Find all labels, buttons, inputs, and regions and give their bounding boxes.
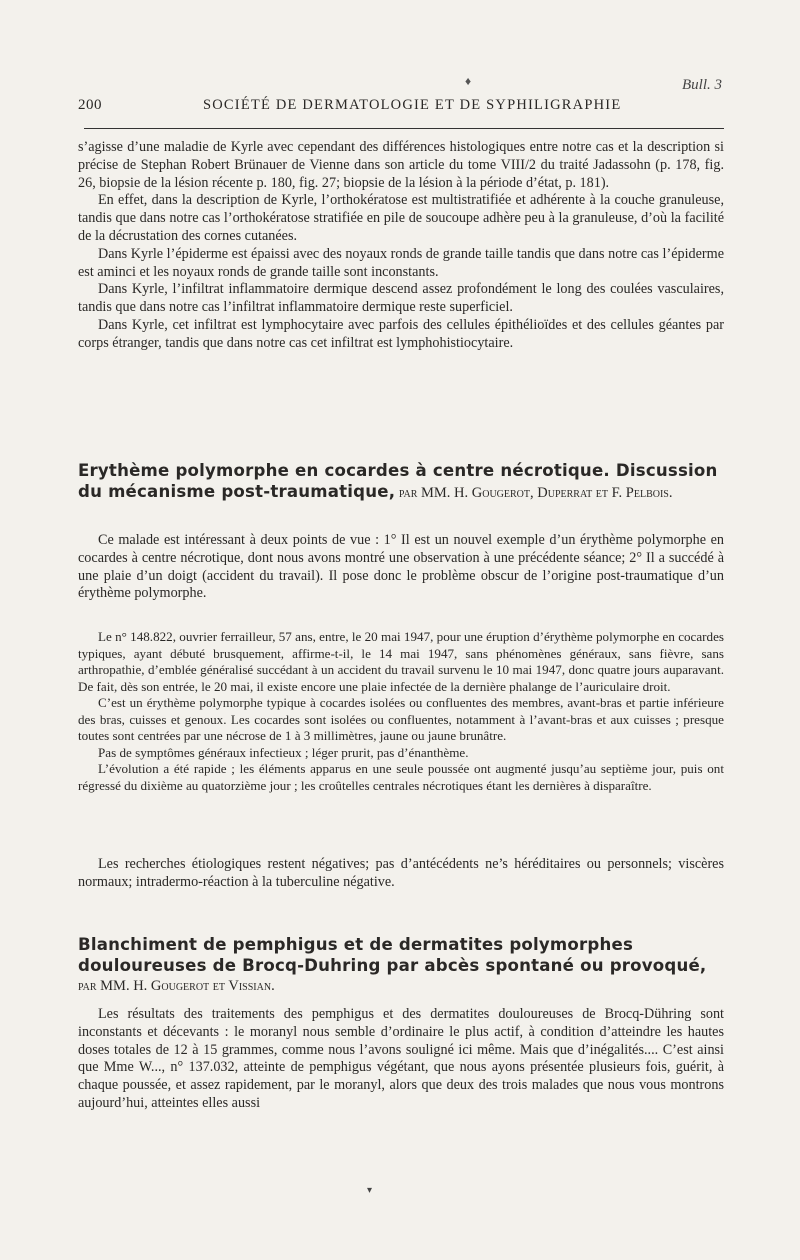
- case-paragraph-4: L’évolution a été rapide ; les éléments apparus en une seule poussée ont augmenté jusqu’au septième jour, puis ont régressé du dixième au quatorzième jour ; les croûtelles centrales nécrotiques étant les dernières à disparaître.: [78, 761, 724, 793]
- section2-body: [78, 1006, 724, 1113]
- case-paragraph-3: Pas de symptômes généraux infectieux ; léger prurit, pas d’énanthème.: [98, 744, 469, 760]
- section2-title: Blanchiment de pemphigus et de dermatites polymorphes douloureuses de Brocq-Duhring par abcès spontané ou provoqué,: [78, 935, 707, 975]
- section1-heading: [78, 461, 724, 503]
- section2-authors: par MM. H. Gougerot et Vissian.: [78, 978, 275, 994]
- section1-title: Erythème polymorphe en cocardes à centre nécrotique. Discussion du mécanisme post-traumatique,: [78, 461, 718, 501]
- section1-conclusion-paragraph: Les recherches étiologiques restent négatives; pas d’antécédents ne’s héréditaires ou personnels; viscères normaux; intradermo-réaction à la tuberculine négative.: [78, 856, 724, 890]
- intro-text: [78, 139, 724, 353]
- section2-heading: [78, 935, 724, 996]
- intro-paragraph-3: Dans Kyrle l’épiderme est épaissi avec des noyaux ronds de grande taille tandis que dans notre cas l’épiderme est aminci et les noyaux ronds de grande taille sont inconstants.: [78, 245, 724, 280]
- section2-body-paragraph: Les résultats des traitements des pemphigus et des dermatites douloureuses de Brocq-Dühring sont inconstants et décevants : le moranyl nous semble d’ordinaire le plus actif, à condition d’atteindre les hautes doses totales de 12 à 15 grammes, comme nous l’avons souligné ici même. Mais que d’inégalités.... C’est ainsi que Mme W..., n° 137.032, atteinte de pemphigus végétant, que nous ayons présentée plusieurs fois, guérit, à chaque poussée, et assez rapidement, par le moranyl, alors que deux des trois malades que nous vous montrons aujourd’hui, atteintes elles aussi: [78, 1006, 724, 1111]
- case-paragraph-2: C’est un érythème polymorphe typique à cocardes isolées ou confluentes des membres, avant-bras et partie inférieure des bras, cuisses et genoux. Les cocardes sont isolées ou confluentes, notamment à l’avant-bras et aux cuisses ; presque toutes sont centrées par une nécrose de 1 à 3 millimètres, jaune ou jaune brunâtre.: [78, 695, 724, 743]
- page-number: 200: [78, 97, 102, 113]
- intro-paragraph-4: Dans Kyrle, l’infiltrat inflammatoire dermique descend assez profondément le long des coulées vasculaires, tandis que dans notre cas l’infiltrat inflammatoire dermique reste superficiel.: [78, 281, 724, 316]
- intro-paragraph-2: En effet, dans la description de Kyrle, l’orthokératose est multistratifiée et adhérente à la couche granuleuse, tandis que dans notre cas l’orthokératose stratifiée en pile de soucoupe adhère peu à la granuleuse, d’où la facilité de la décrustation des cornes cutanées.: [78, 192, 724, 244]
- case-paragraph-1: Le n° 148.822, ouvrier ferrailleur, 57 ans, entre, le 20 mai 1947, pour une éruption d’érythème polymorphe en cocardes typiques, ayant débuté brusquement, affirme-t-il, le 14 mai 1947, sans phénomènes généraux, sans fièvre, sans arthropathie, d’emblée généralisé succédant à un accident du travail survenu le 10 mai 1947, donc quatre jours auparavant. De fait, dès son entrée, le 20 mai, il existe encore une plaie infectée de la dernière phalange de l’auriculaire droit.: [78, 629, 724, 694]
- section1-intro: [78, 532, 724, 603]
- header-rule: [84, 128, 724, 129]
- section1-conclusion: [78, 856, 724, 892]
- intro-paragraph-1: s’agisse d’une maladie de Kyrle avec cependant des différences histologiques entre notre cas et la description si précise de Stephan Robert Brünauer de Vienne dans son article du tome VIII/2 du traité Jadassohn (p. 178, fig. 26, biopsie de la lésion récente p. 180, fig. 27; biopsie de la lésion à la période d’état, p. 181).: [78, 139, 724, 191]
- running-head: SOCIÉTÉ DE DERMATOLOGIE ET DE SYPHILIGRAPHIE: [203, 97, 622, 113]
- section1-intro-paragraph: Ce malade est intéressant à deux points de vue : 1° Il est un nouvel exemple d’un érythème polymorphe en cocardes à centre nécrotique, dont nous avons montré une observation à une précédente séance; 2° Il a succédé à une plaie d’un doigt (accident du travail). Il pose donc le problème obscur de l’origine post-traumatique d’un érythème polymorphe.: [78, 532, 724, 602]
- top-ornament-mark: ♦: [465, 74, 472, 88]
- page-header: [78, 97, 724, 115]
- intro-paragraph-5: Dans Kyrle, cet infiltrat est lymphocytaire avec parfois des cellules épithélioïdes et des cellules géantes par corps étranger, tandis que dans notre cas cet infiltrat est lymphohistiocytaire.: [78, 316, 724, 351]
- section1-case-report: [78, 629, 724, 794]
- marginal-note: Bull. 3: [682, 77, 722, 93]
- bottom-ornament-mark: ▾: [367, 1185, 373, 1196]
- section1-authors: par MM. H. Gougerot, Duperrat et F. Pelbois.: [398, 485, 673, 501]
